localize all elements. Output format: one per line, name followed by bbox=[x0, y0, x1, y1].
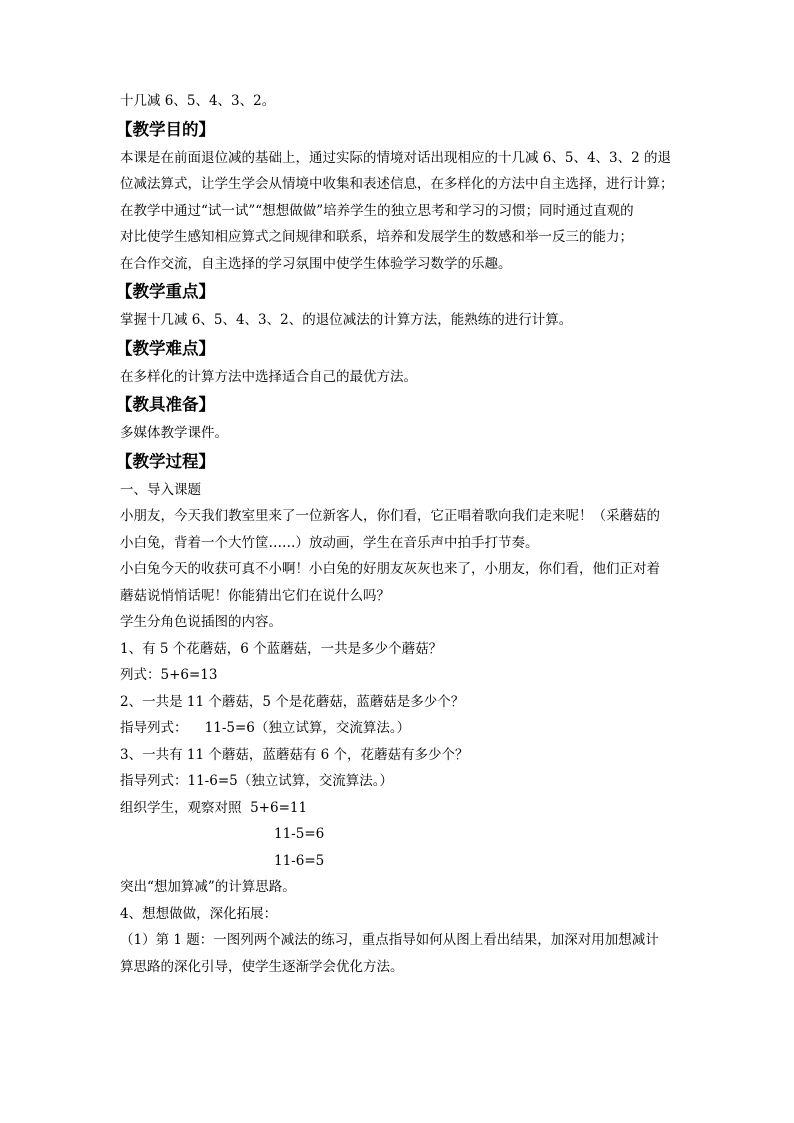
purpose-line: 在教学中通过“试一试”“想想做做”培养学生的独立思考和学习的习惯；同时通过直观的 bbox=[120, 202, 634, 219]
process-line: （1）第 1 题：一图列两个减法的练习，重点指导如何从图上看出结果，加深对用加想减计 bbox=[120, 932, 659, 948]
difficulty-text: 在多样化的计算方法中选择适合自己的最优方法。 bbox=[120, 368, 417, 385]
process-line: 列式：5+6=13 bbox=[120, 667, 218, 683]
process-line: 2、一共是 11 个蘑菇，5 个是花蘑菇，蓝蘑菇是多少个？ bbox=[120, 693, 465, 710]
process-line: 小朋友，今天我们教室里来了一位新客人，你们看，它正唱着歌向我们走来呢！（采蘑菇的 bbox=[120, 508, 660, 524]
tools-text: 多媒体教学课件。 bbox=[120, 425, 228, 441]
heading-purpose: 【教学目的】 bbox=[116, 119, 215, 139]
process-line: 1、有 5 个花蘑菇，6 个蓝蘑菇，一共是多少个蘑菇？ bbox=[120, 640, 443, 657]
process-line: 突出“想加算减”的计算思路。 bbox=[120, 879, 296, 895]
key-points-text: 掌握十几减 6、5、4、3、2、的退位减法的计算方法，能熟练的进行计算。 bbox=[120, 312, 573, 328]
process-line: 一、导入课题 bbox=[120, 481, 201, 498]
heading-process: 【教学过程】 bbox=[116, 451, 215, 471]
comparison-equation: 11-6=5 bbox=[274, 852, 325, 869]
process-line: 3、一共有 11 个蘑菇，蓝蘑菇有 6 个，花蘑菇有多少个？ bbox=[120, 746, 469, 763]
heading-difficulty: 【教学难点】 bbox=[116, 338, 215, 358]
process-line: 小白兔今天的收获可真不小啊！小白兔的好朋友灰灰也来了，小朋友，你们看，他们正对着 bbox=[120, 561, 660, 577]
process-line: 学生分角色说插图的内容。 bbox=[120, 614, 282, 630]
process-line: 指导列式： 11-5=6（独立试算，交流算法。） bbox=[120, 720, 411, 736]
process-line: 指导列式：11-6=5（独立试算，交流算法。） bbox=[120, 773, 393, 789]
purpose-line: 位减法算式，让学生学会从情境中收集和表述信息，在多样化的方法中自主选择，进行计算； bbox=[120, 176, 674, 192]
comparison-equation: 11-5=6 bbox=[274, 826, 325, 842]
process-line: 组织学生，观察对照 5+6=11 bbox=[120, 799, 308, 816]
heading-tools: 【教具准备】 bbox=[116, 395, 215, 414]
purpose-line: 对比使学生感知相应算式之间规律和联系，培养和发展学生的数感和举一反三的能力； bbox=[120, 229, 633, 245]
purpose-line: 在合作交流，自主选择的学习氛围中使学生体验学习数学的乐趣。 bbox=[120, 255, 512, 272]
process-line: 小白兔，背着一个大竹筐……）放动画，学生在音乐声中拍手打节奏。 bbox=[120, 534, 539, 551]
process-line: 蘑菇说悄悄话呢！你能猜出它们在说什么吗？ bbox=[120, 587, 390, 604]
heading-key-points: 【教学重点】 bbox=[116, 282, 215, 301]
process-line: 算思路的深化引导，使学生逐渐学会优化方法。 bbox=[120, 958, 404, 975]
process-line: 4、想想做做，深化拓展： bbox=[120, 905, 278, 922]
purpose-line: 本课是在前面退位减的基础上，通过实际的情境对话出现相应的十几减 6、5、4、3、2 的退 bbox=[120, 149, 672, 166]
intro-line: 十几减 6、5、4、3、2。 bbox=[120, 93, 276, 109]
document-page bbox=[116, 88, 680, 980]
